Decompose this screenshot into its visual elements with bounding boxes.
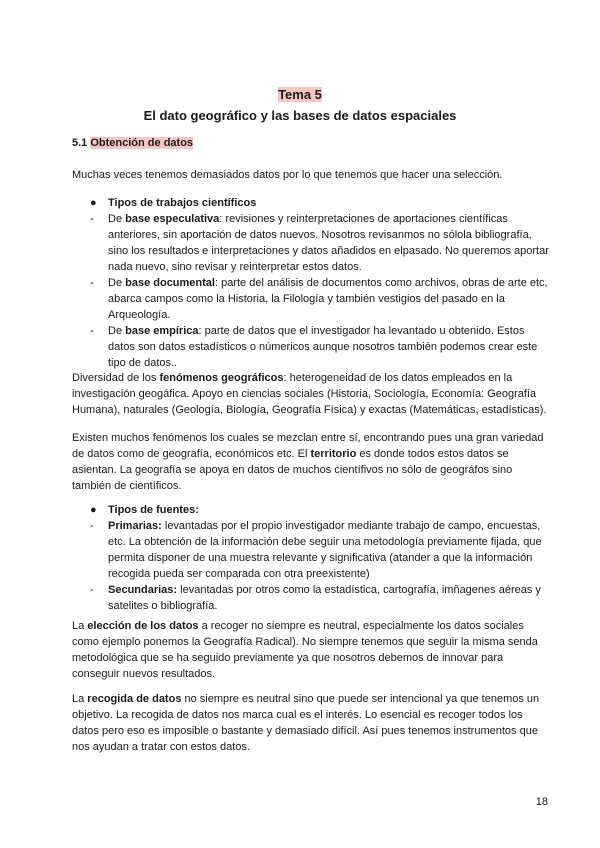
para-text: a recoger no siempre es neutral, especialmente los datos sociales como ejemplo ponemos la Geografía Radical). No siempre tenemos que seguir la misma senda metodológica que se ha seguido previamente ya que nosotros debemos de innovar para conseguir nuevos resultados. — [72, 620, 538, 680]
bullet-tipos-trabajos — [90, 196, 256, 211]
eleccion-paragraph — [72, 618, 552, 682]
para-term: elección de los datos — [87, 620, 199, 632]
item-text: : parte del análisis de documentos como archivos, obras de arte etc, abarca campos como la Historia, la Filología y también vestigios del pasado en la Arqueología. — [108, 277, 548, 321]
item-text: : parte de datos que el investigador ha levantado u obtenido. Estos datos son datos estadísticos o númericos aunque nosotros también podemos crear este tipo de datos.. — [108, 325, 538, 369]
item-term: base especulativa — [125, 213, 220, 225]
item-text: : revisiones y reinterpretaciones de aportaciones científicas anteriores, sin aportación de datos nuevos. Nosotros revisanmos no sólola bibliografía, sino los resultados e interpretaciones y datos añadidos en elpasado. No queremos aportar nada nuevo, sino revisar y reinterpretar estos datos. — [108, 213, 549, 273]
bullet-heading: Tipos de trabajos científicos — [108, 197, 257, 209]
intro-paragraph: Muchas veces tenemos demasiados datos por lo que tenemos que hacer una selección. — [72, 169, 503, 181]
bullet-tipos-fuentes — [90, 503, 199, 518]
chapter-subtitle: El dato geográfico y las bases de datos espaciales — [143, 108, 457, 123]
section-heading — [72, 136, 193, 151]
para-term: fenómenos geográficos — [159, 372, 284, 384]
chapter-title-highlight: Tema 5 — [278, 87, 322, 102]
para-text: es donde todos estos datos se asientan. La geografía se apoya en datos de muchos científivos no sólo de geográfos sino también de científicos. — [72, 448, 513, 492]
list-item — [90, 323, 552, 371]
bullet-icon: ● — [90, 504, 97, 516]
diversidad-paragraph — [72, 370, 552, 418]
item-prefix: De — [108, 325, 126, 337]
chapter-title — [0, 86, 600, 103]
item-term: base documental — [125, 277, 215, 289]
para-text: Diversidad de los — [72, 372, 160, 384]
section-number: 5.1 — [72, 137, 88, 149]
para-text: Existen muchos fenómenos los cuales se mezclan entre sí, encontrando pues una gran variedad de datos como de geografía, económicos etc. El — [72, 432, 544, 460]
bullet-heading: Tipos de fuentes: — [108, 504, 199, 516]
dash-marker: - — [90, 277, 94, 289]
item-text: levantadas por otros como la estadística, cartografía, imñagenes aéreas y satelites o bibliografía. — [108, 584, 541, 612]
para-term: territorio — [310, 448, 357, 460]
para-text: La — [72, 620, 88, 632]
section-title: Obtención de datos — [90, 137, 194, 149]
dash-marker: - — [90, 584, 94, 596]
item-term: Primarias: — [108, 520, 162, 532]
para-text: : heterogeneidad de los datos empleados en la investigación geogáfica. Apoyo en ciencias sociales (Historia, Sociología, Economía: Geografía Humana), naturales (Geología, Biología, Geografía Física) y exactas (Matemáticas, estadísticas). — [72, 372, 547, 416]
bullet-icon: ● — [90, 197, 97, 209]
list-item — [90, 518, 552, 582]
tipos-fuentes-list — [90, 518, 552, 614]
para-term: recogida de datos — [87, 693, 182, 705]
para-text: La — [72, 693, 88, 705]
dash-marker: - — [90, 325, 94, 337]
item-term: base empírica — [125, 325, 199, 337]
tipos-trabajos-list — [90, 211, 552, 371]
list-item — [90, 211, 552, 275]
recogida-paragraph — [72, 691, 552, 755]
item-term: Secundarias: — [108, 584, 178, 596]
item-text: levantadas por el propio investigador mediante trabajo de campo, encuestas, etc. La obtención de la información debe seguir una metodología previamente fijada, que permita disponer de una muestra relevante y significativa (atander a que la información recogida pueda ser comparada con otra preexistente) — [108, 520, 542, 580]
dash-marker: - — [90, 520, 94, 532]
dash-marker: - — [90, 213, 94, 225]
page-number: 18 — [535, 796, 548, 808]
item-prefix: De — [108, 213, 126, 225]
list-item — [90, 275, 552, 323]
list-item — [90, 582, 552, 614]
item-prefix: De — [108, 277, 126, 289]
existen-paragraph — [72, 430, 552, 494]
para-text: no siempre es neutral sino que puede ser intencional ya que tenemos un objetivo. La recogida de datos nos marca cual es el interés. Lo esencial es recoger todos los datos pero eso es imposible o bastante y demasiado difícil. Así pues tenemos instrumentos que nos ayudan a tratar con estos datos. — [72, 693, 540, 753]
